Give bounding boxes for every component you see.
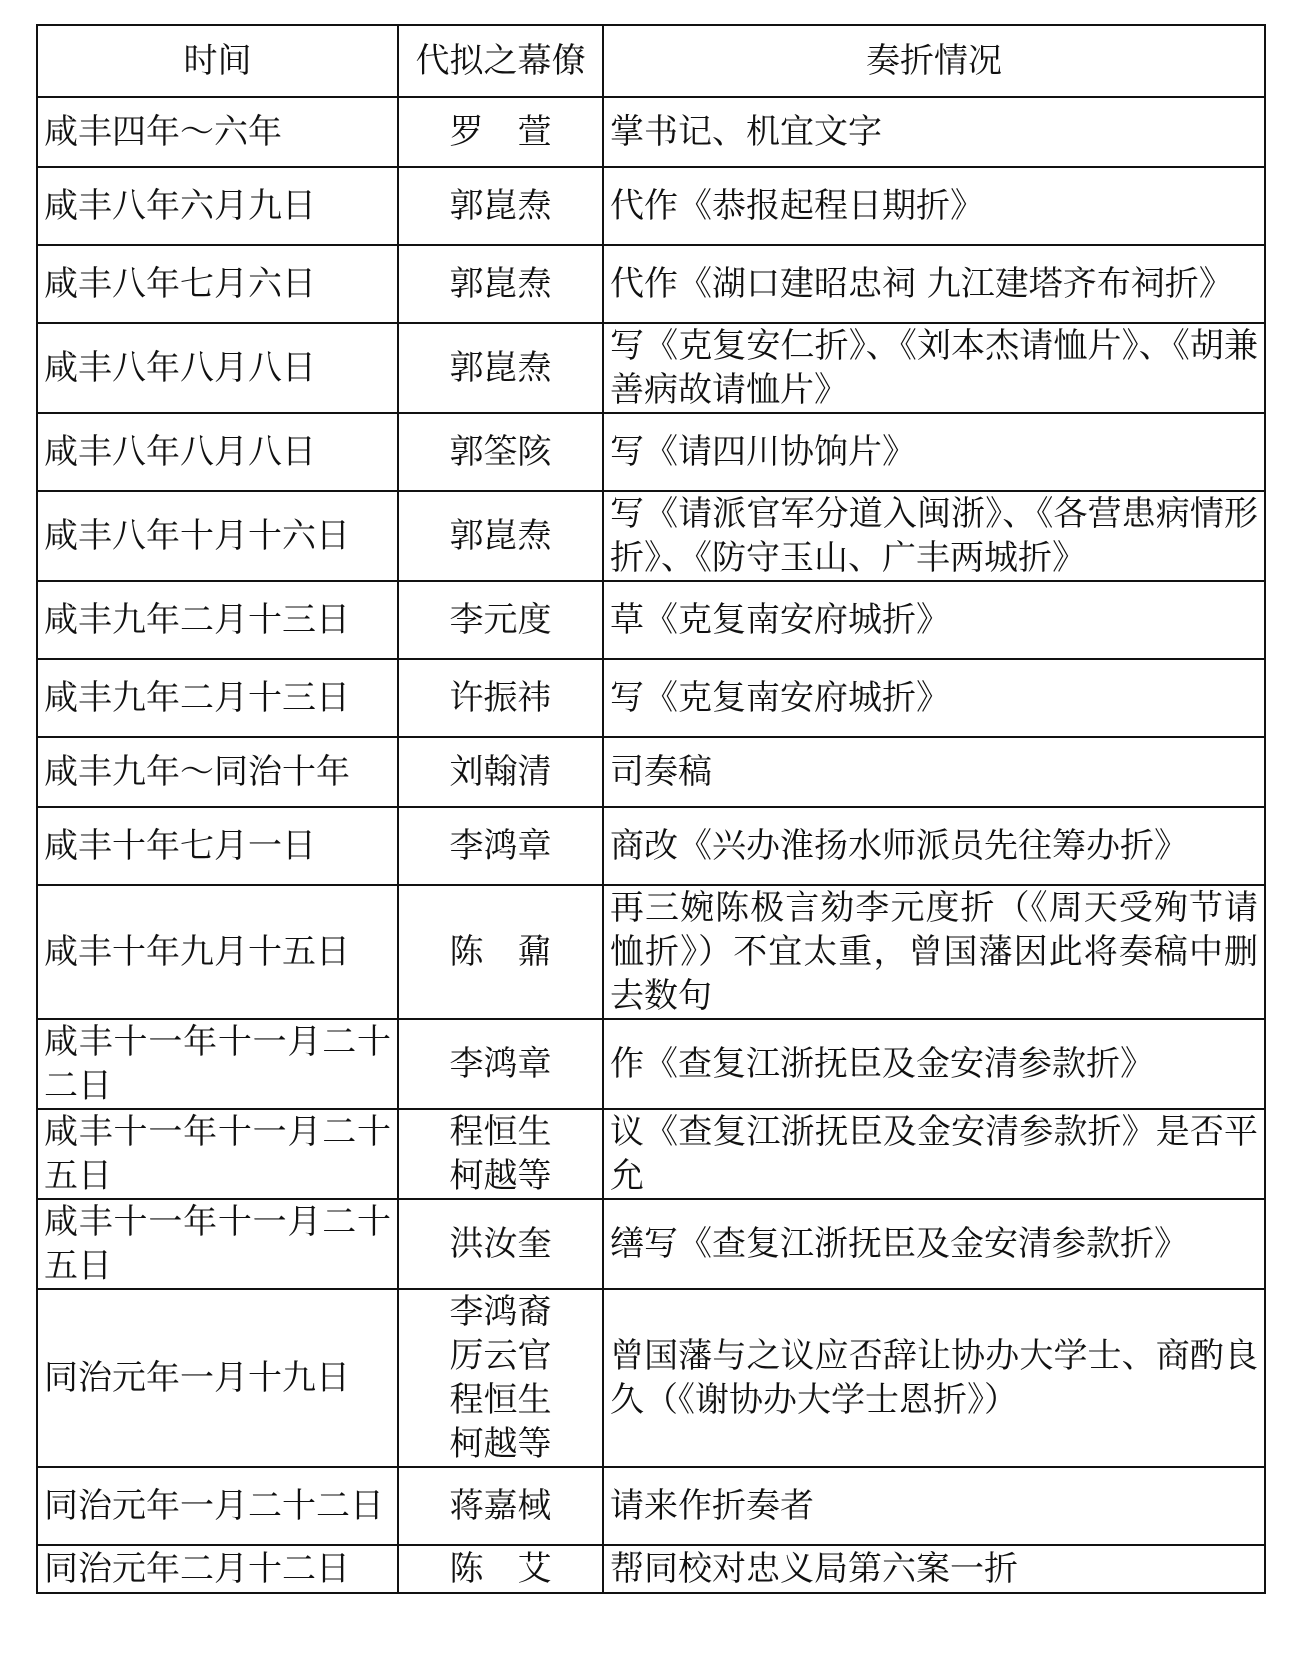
time-cell: 同治元年一月二十二日: [37, 1467, 398, 1545]
time-cell: 咸丰八年十月十六日: [37, 491, 398, 581]
staff-cell: 郭筌陔: [398, 413, 603, 491]
header-staff: 代拟之幕僚: [398, 25, 603, 97]
detail-cell: 司奏稿: [603, 737, 1265, 807]
time-cell: 咸丰九年二月十三日: [37, 659, 398, 737]
time-cell: 同治元年二月十二日: [37, 1545, 398, 1593]
memorial-table: [36, 24, 1266, 1594]
detail-cell: 草《克复南安府城折》: [603, 581, 1265, 659]
staff-cell: 陈 鼐: [398, 885, 603, 1019]
table-row: [37, 659, 1265, 737]
table-row: [37, 885, 1265, 1019]
staff-cell: 蒋嘉棫: [398, 1467, 603, 1545]
header-row: [37, 25, 1265, 97]
time-cell: 咸丰八年八月八日: [37, 413, 398, 491]
staff-cell: 程恒生 柯越等: [398, 1109, 603, 1199]
staff-cell: 罗 萱: [398, 97, 603, 167]
time-cell: 咸丰十一年十一月二十二日: [37, 1019, 398, 1109]
table-row: [37, 245, 1265, 323]
staff-cell: 李鸿裔 厉云官 程恒生 柯越等: [398, 1289, 603, 1467]
time-cell: 咸丰四年～六年: [37, 97, 398, 167]
staff-cell: 李鸿章: [398, 1019, 603, 1109]
table-row: [37, 1019, 1265, 1109]
detail-cell: 作《查复江浙抚臣及金安清参款折》: [603, 1019, 1265, 1109]
detail-cell: 商改《兴办淮扬水师派员先往筹办折》: [603, 807, 1265, 885]
staff-cell: 郭崑焘: [398, 167, 603, 245]
table-row: [37, 1289, 1265, 1467]
staff-cell: 郭崑焘: [398, 323, 603, 413]
staff-cell: 郭崑焘: [398, 491, 603, 581]
time-cell: 咸丰八年七月六日: [37, 245, 398, 323]
detail-cell: 议《查复江浙抚臣及金安清参款折》是否平允: [603, 1109, 1265, 1199]
time-cell: 咸丰九年二月十三日: [37, 581, 398, 659]
detail-cell: 再三婉陈极言劾李元度折（《周天受殉节请恤折》）不宜太重，曾国藩因此将奏稿中删去数句: [603, 885, 1265, 1019]
detail-cell: 掌书记、机宜文字: [603, 97, 1265, 167]
detail-cell: 写《请四川协饷片》: [603, 413, 1265, 491]
time-cell: 咸丰十一年十一月二十五日: [37, 1109, 398, 1199]
table-row: [37, 167, 1265, 245]
detail-cell: 代作《恭报起程日期折》: [603, 167, 1265, 245]
table-row: [37, 807, 1265, 885]
detail-cell: 代作《湖口建昭忠祠 九江建塔齐布祠折》: [603, 245, 1265, 323]
table-row: [37, 1545, 1265, 1593]
table-row: [37, 491, 1265, 581]
time-cell: 咸丰八年八月八日: [37, 323, 398, 413]
table-row: [37, 1109, 1265, 1199]
detail-cell: 曾国藩与之议应否辞让协办大学士、商酌良久（《谢协办大学士恩折》）: [603, 1289, 1265, 1467]
detail-cell: 写《请派官军分道入闽浙》、《各营患病情形折》、《防守玉山、广丰两城折》: [603, 491, 1265, 581]
time-cell: 咸丰十一年十一月二十五日: [37, 1199, 398, 1289]
detail-cell: 写《克复南安府城折》: [603, 659, 1265, 737]
staff-cell: 陈 艾: [398, 1545, 603, 1593]
table-row: [37, 1199, 1265, 1289]
staff-cell: 郭崑焘: [398, 245, 603, 323]
detail-cell: 请来作折奏者: [603, 1467, 1265, 1545]
table-row: [37, 1467, 1265, 1545]
table-row: [37, 737, 1265, 807]
staff-cell: 洪汝奎: [398, 1199, 603, 1289]
table-row: [37, 97, 1265, 167]
time-cell: 同治元年一月十九日: [37, 1289, 398, 1467]
table-row: [37, 413, 1265, 491]
time-cell: 咸丰十年七月一日: [37, 807, 398, 885]
header-detail: 奏折情况: [603, 25, 1265, 97]
staff-cell: 许振祎: [398, 659, 603, 737]
table-row: [37, 323, 1265, 413]
table-row: [37, 581, 1265, 659]
time-cell: 咸丰八年六月九日: [37, 167, 398, 245]
staff-cell: 李元度: [398, 581, 603, 659]
detail-cell: 写《克复安仁折》、《刘本杰请恤片》、《胡兼善病故请恤片》: [603, 323, 1265, 413]
staff-cell: 李鸿章: [398, 807, 603, 885]
detail-cell: 帮同校对忠义局第六案一折: [603, 1545, 1265, 1593]
staff-cell: 刘翰清: [398, 737, 603, 807]
detail-cell: 缮写《查复江浙抚臣及金安清参款折》: [603, 1199, 1265, 1289]
time-cell: 咸丰十年九月十五日: [37, 885, 398, 1019]
header-time: 时间: [37, 25, 398, 97]
time-cell: 咸丰九年～同治十年: [37, 737, 398, 807]
